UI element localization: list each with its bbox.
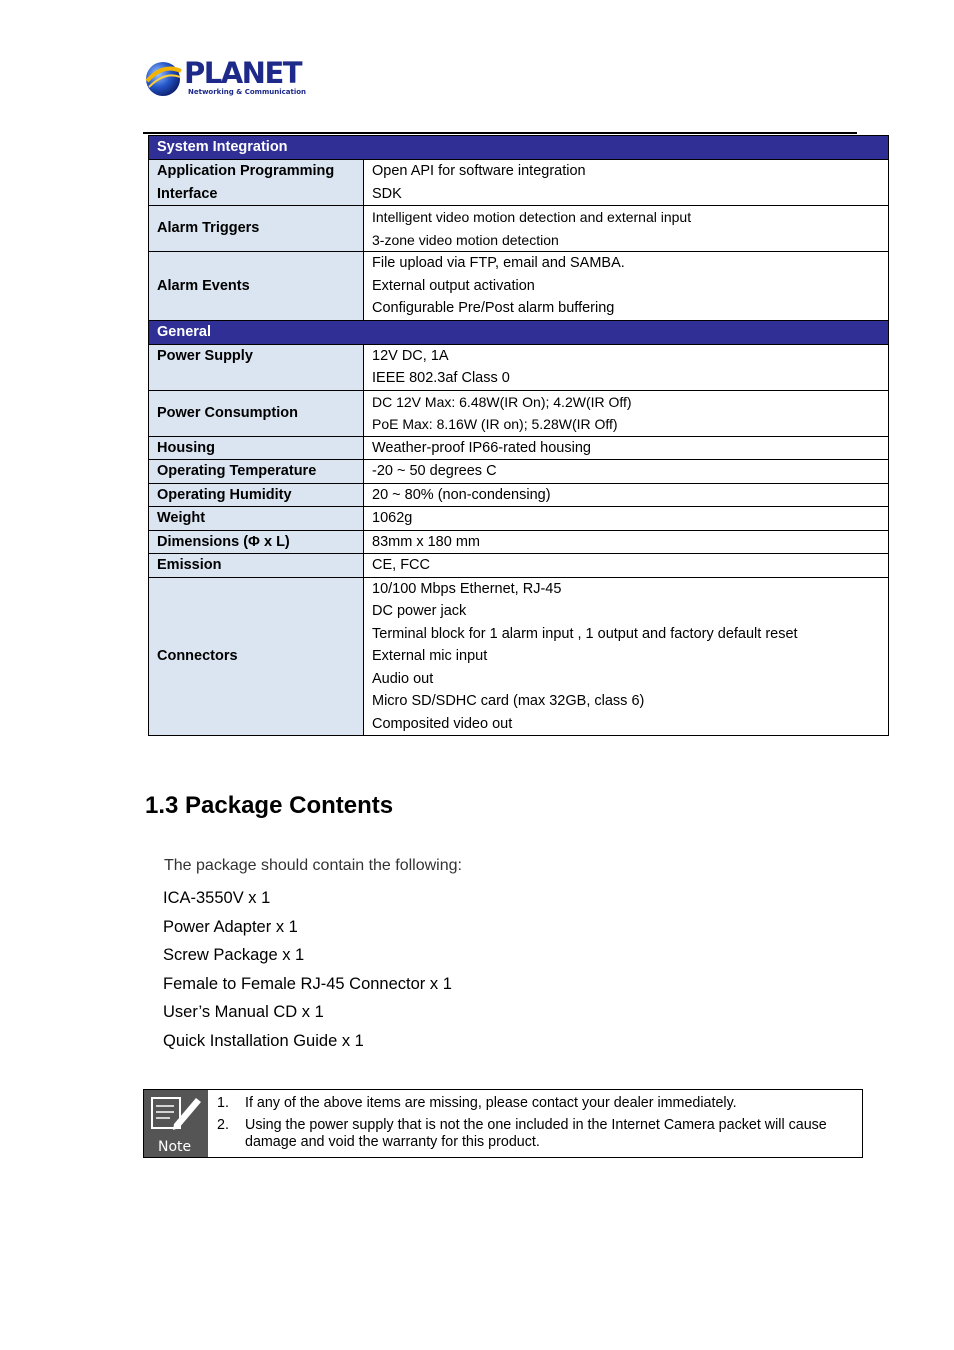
list-item: Screw Package x 1	[163, 946, 305, 964]
spec-value	[364, 160, 888, 205]
spec-value-line: File upload via FTP, email and SAMBA.	[372, 255, 625, 271]
section-header: System Integration	[149, 136, 888, 159]
spec-row	[149, 252, 888, 320]
list-item: Female to Female RJ-45 Connector x 1	[163, 974, 452, 993]
spec-value-line: DC power jack	[372, 603, 467, 619]
spec-row	[149, 460, 888, 483]
header-divider	[143, 132, 857, 134]
spec-value	[364, 391, 888, 436]
note-list	[217, 1095, 857, 1156]
spec-key: Weight	[149, 507, 363, 530]
planet-logo	[143, 56, 307, 101]
spec-value-line: 10/100 Mbps Ethernet, RJ-45	[372, 580, 562, 597]
pencil-note-icon	[144, 1090, 208, 1140]
spec-value	[364, 460, 888, 483]
spec-value-line: 20 ~ 80% (non-condensing)	[372, 486, 551, 503]
spec-value-line: 12V DC, 1A	[372, 347, 449, 364]
spec-row	[149, 160, 888, 205]
spec-row	[149, 507, 888, 530]
spec-value-line: External mic input	[372, 648, 488, 664]
spec-value-line: Configurable Pre/Post alarm buffering	[372, 300, 615, 316]
spec-key: Application Programming Interface	[149, 160, 363, 205]
spec-value-line: 1062g	[372, 510, 413, 526]
spec-value-line: CE, FCC	[372, 557, 430, 573]
spec-value-line: Intelligent video motion detection and external input	[372, 209, 692, 225]
list-item: Quick Installation Guide x 1	[163, 1031, 364, 1050]
note-icon	[144, 1090, 208, 1157]
spec-row	[149, 391, 888, 436]
spec-value-line: Terminal block for 1 alarm input , 1 output and factory default reset	[372, 625, 798, 642]
package-list	[163, 884, 452, 1055]
spec-table	[148, 135, 889, 736]
spec-value-line: SDK	[372, 185, 402, 202]
spec-value-line: External output activation	[372, 277, 535, 294]
list-item: Power Adapter x 1	[163, 917, 298, 936]
spec-key: Power Supply	[149, 345, 363, 390]
brand-tagline: Networking & Communication	[188, 88, 307, 96]
spec-row	[149, 554, 888, 577]
spec-value	[364, 554, 888, 577]
spec-value-line: Composited video out	[372, 715, 513, 732]
note-text: Using the power supply that is not the one included in the Internet Camera packet will cause damage and void the warranty for this product.	[245, 1117, 827, 1150]
brand-name: PLANET	[184, 56, 302, 90]
section-title: 1.3 Package Contents	[145, 792, 394, 819]
spec-value-line: -20 ~ 50 degrees C	[372, 463, 497, 479]
spec-key: Operating Temperature	[149, 460, 363, 483]
spec-key: Emission	[149, 554, 363, 577]
spec-value	[364, 507, 888, 530]
section-row	[149, 136, 888, 159]
note-label: Note	[158, 1139, 192, 1155]
globe-icon	[143, 57, 183, 99]
note-text: If any of the above items are missing, please contact your dealer immediately.	[245, 1095, 737, 1111]
section-header: General	[149, 321, 888, 344]
spec-value	[364, 345, 888, 390]
package-intro: The package should contain the following:	[164, 857, 462, 874]
spec-row	[149, 578, 888, 736]
spec-key: Alarm Triggers	[149, 206, 363, 251]
spec-row	[149, 206, 888, 251]
spec-key: Housing	[149, 437, 363, 460]
spec-value	[364, 252, 888, 320]
spec-key: Power Consumption	[149, 391, 363, 436]
spec-value-line: DC 12V Max: 6.48W(IR On); 4.2W(IR Off)	[372, 393, 632, 410]
spec-value-line: PoE Max: 8.16W (IR on); 5.28W(IR Off)	[372, 416, 618, 432]
spec-row	[149, 345, 888, 390]
note-box	[143, 1089, 863, 1158]
list-item: User’s Manual CD x 1	[163, 1003, 324, 1021]
spec-key: Dimensions (Φ x L)	[149, 531, 363, 554]
spec-value	[364, 531, 888, 554]
spec-value	[364, 206, 888, 251]
spec-row	[149, 484, 888, 507]
list-item: ICA-3550V x 1	[163, 889, 271, 907]
spec-value-line: Open API for software integration	[372, 163, 586, 179]
note-item	[217, 1117, 857, 1151]
spec-key: Operating Humidity	[149, 484, 363, 507]
spec-value-line: 83mm x 180 mm	[372, 533, 480, 550]
spec-value-line: Weather-proof IP66-rated housing	[372, 439, 591, 456]
spec-row	[149, 437, 888, 460]
spec-value-line: IEEE 802.3af Class 0	[372, 370, 510, 386]
spec-row	[149, 531, 888, 554]
note-number: 2.	[217, 1117, 229, 1133]
spec-value	[364, 437, 888, 460]
spec-value	[364, 484, 888, 507]
spec-value-line: 3-zone video motion detection	[372, 231, 559, 248]
note-item	[217, 1095, 857, 1112]
section-row	[149, 321, 888, 344]
spec-value-line: Micro SD/SDHC card (max 32GB, class 6)	[372, 693, 645, 709]
spec-key: Alarm Events	[149, 252, 363, 320]
spec-key: Connectors	[149, 578, 363, 736]
note-number: 1.	[217, 1095, 229, 1111]
spec-value-line: Audio out	[372, 670, 434, 687]
spec-value	[364, 578, 888, 736]
